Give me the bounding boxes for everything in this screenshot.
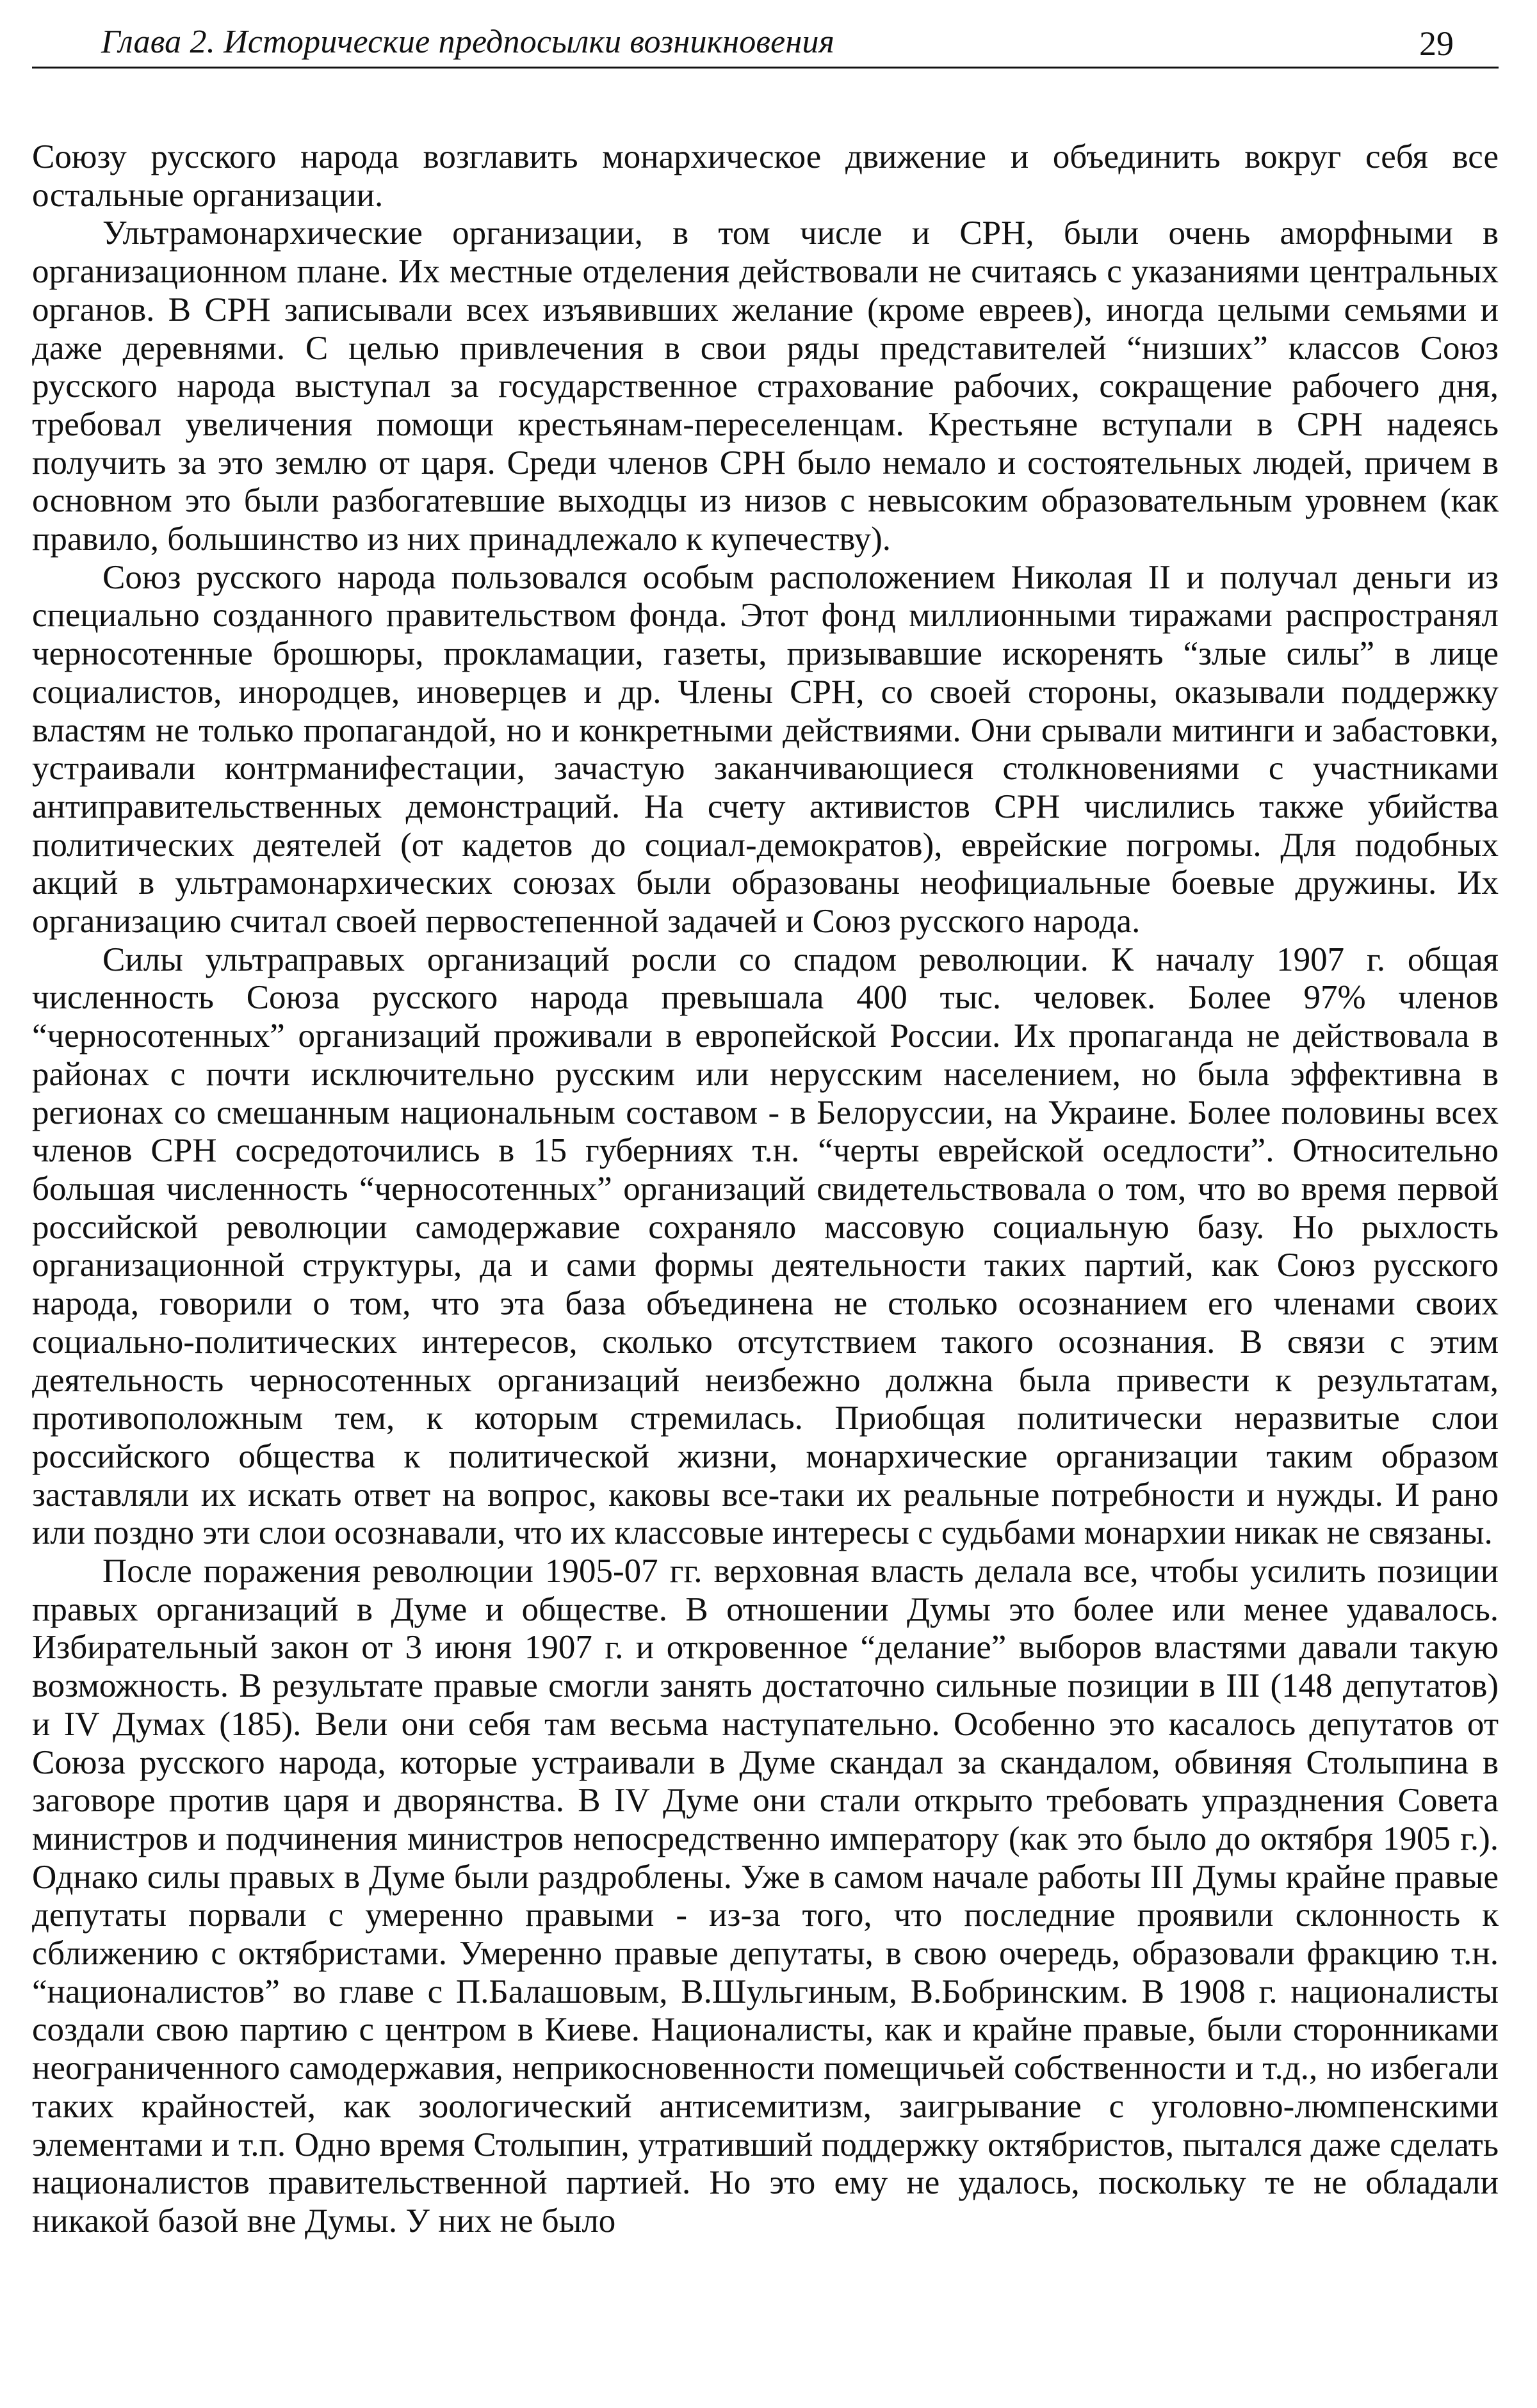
running-head: [32, 19, 1499, 69]
page-number: 29: [1419, 24, 1454, 63]
paragraph: После поражения революции 1905-07 гг. верховная власть делала все, чтобы усилить позиции правых организаций в Думе и обществе. В отношении Думы это более или менее удавалось. Избирательный закон от 3 июня 1907 г. и откровенное “делание” выборов властями давали такую возможность. В результате правые смогли занять достаточно сильные позиции в III (148 депутатов) и IV Думах (185). Вели они себя там весьма наступательно. Особенно это касалось депутатов от Союза русского народа, которые устраивали в Думе скандал за скандалом, обвиняя Столыпина в заговоре против царя и дворянства. В IV Думе они стали открыто требовать упразднения Совета министров и подчинения министров непосредственно императору (как это было до октября 1905 г.). Однако силы правых в Думе были раздроблены. Уже в самом начале работы III Думы крайне правые депутаты порвали с умеренно правыми - из-за того, что последние проявили склонность к сближению с октябристами. Умеренно правые депутаты, в свою очередь, образовали фракцию т.н. “националистов” во главе с П.Балашовым, В.Шульгиным, В.Бобринским. В 1908 г. националисты создали свою партию с центром в Киеве. Националисты, как и крайне правые, были сторонниками неограниченного самодержавия, неприкосновенности помещичьей собственности и т.д., но избегали таких крайностей, как зоологический антисемитизм, заигрывание с уголовно-люмпенскими элементами и т.п. Одно время Столыпин, утративший поддержку октябристов, пытался даже сделать националистов правительственной партией. Но это ему не удалось, поскольку те не обладали никакой базой вне Думы. У них не было: [32, 1553, 1499, 2240]
paragraph: Силы ультраправых организаций росли со спадом революции. К началу 1907 г. общая численность Союза русского народа превышала 400 тыс. человек. Более 97% членов “черносотенных” организаций проживали в европейской России. Их пропаганда не действовала в районах с почти исключительно русским или нерусским населением, но была эффективна в регионах со смешанным национальным составом - в Белоруссии, на Украине. Более половины всех членов СРН сосредоточились в 15 губерниях т.н. “черты еврейской оседлости”. Относительно большая численность “черносотенных” организаций свидетельствовала о том, что во время первой российской революции самодержавие сохраняло массовую социальную базу. Но рыхлость организационной структуры, да и сами формы деятельности таких партий, как Союз русского народа, говорили о том, что эта база объединена не столько осознанием его членами своих социально-политических интересов, сколько отсутствием такого осознания. В связи с этим деятельность черносотенных организаций неизбежно должна была привести к результатам, противоположным тем, к которым стремилась. Приобщая политически неразвитые слои российского общества к политической жизни, монархические организации таким образом заставляли их искать ответ на вопрос, каковы все-таки их реальные потребности и нужды. И рано или поздно эти слои осознавали, что их классовые интересы с судьбами монархии никак не связаны.: [32, 941, 1499, 1552]
body-text: [32, 138, 1499, 2241]
paragraph: Союз русского народа пользовался особым расположением Николая II и получал деньги из специально созданного правительством фонда. Этот фонд миллионными тиражами распространял черносотенные брошюры, прокламации, газеты, призывавшие искоренять “злые силы” в лице социалистов, инородцев, иноверцев и др. Члены СРН, со своей стороны, оказывали поддержку властям не только пропагандой, но и конкретными действиями. Они срывали митинги и забастовки, устраивали контрманифестации, зачастую заканчивающиеся столкновениями с участниками антиправительственных демонстраций. На счету активистов СРН числились также убийства политических деятелей (от кадетов до социал-демократов), еврейские погромы. Для подобных акций в ультрамонархических союзах были образованы неофициальные боевые дружины. Их организацию считал своей первостепенной задачей и Союз русского народа.: [32, 558, 1499, 941]
paragraph: Союзу русского народа возглавить монархическое движение и объединить вокруг себя все остальные организации.: [32, 138, 1499, 214]
paragraph: Ультрамонархические организации, в том числе и СРН, были очень аморфными в организационном плане. Их местные отделения действовали не считаясь с указаниями центральных органов. В СРН записывали всех изъявивших желание (кроме евреев), иногда целыми семьями и даже деревнями. С целью привлечения в свои ряды представителей “низших” классов Союз русского народа выступал за государственное страхование рабочих, сокращение рабочего дня, требовал увеличения помощи крестьянам-переселенцам. Крестьяне вступали в СРН надеясь получить за это землю от царя. Среди членов СРН было немало и состоятельных людей, причем в основном это были разбогатевшие выходцы из низов с невысоким образовательным уровнем (как правило, большинство из них принадлежало к купечеству).: [32, 214, 1499, 558]
running-title: Глава 2. Исторические предпосылки возникновения: [101, 24, 835, 60]
book-page: [32, 19, 1499, 2388]
